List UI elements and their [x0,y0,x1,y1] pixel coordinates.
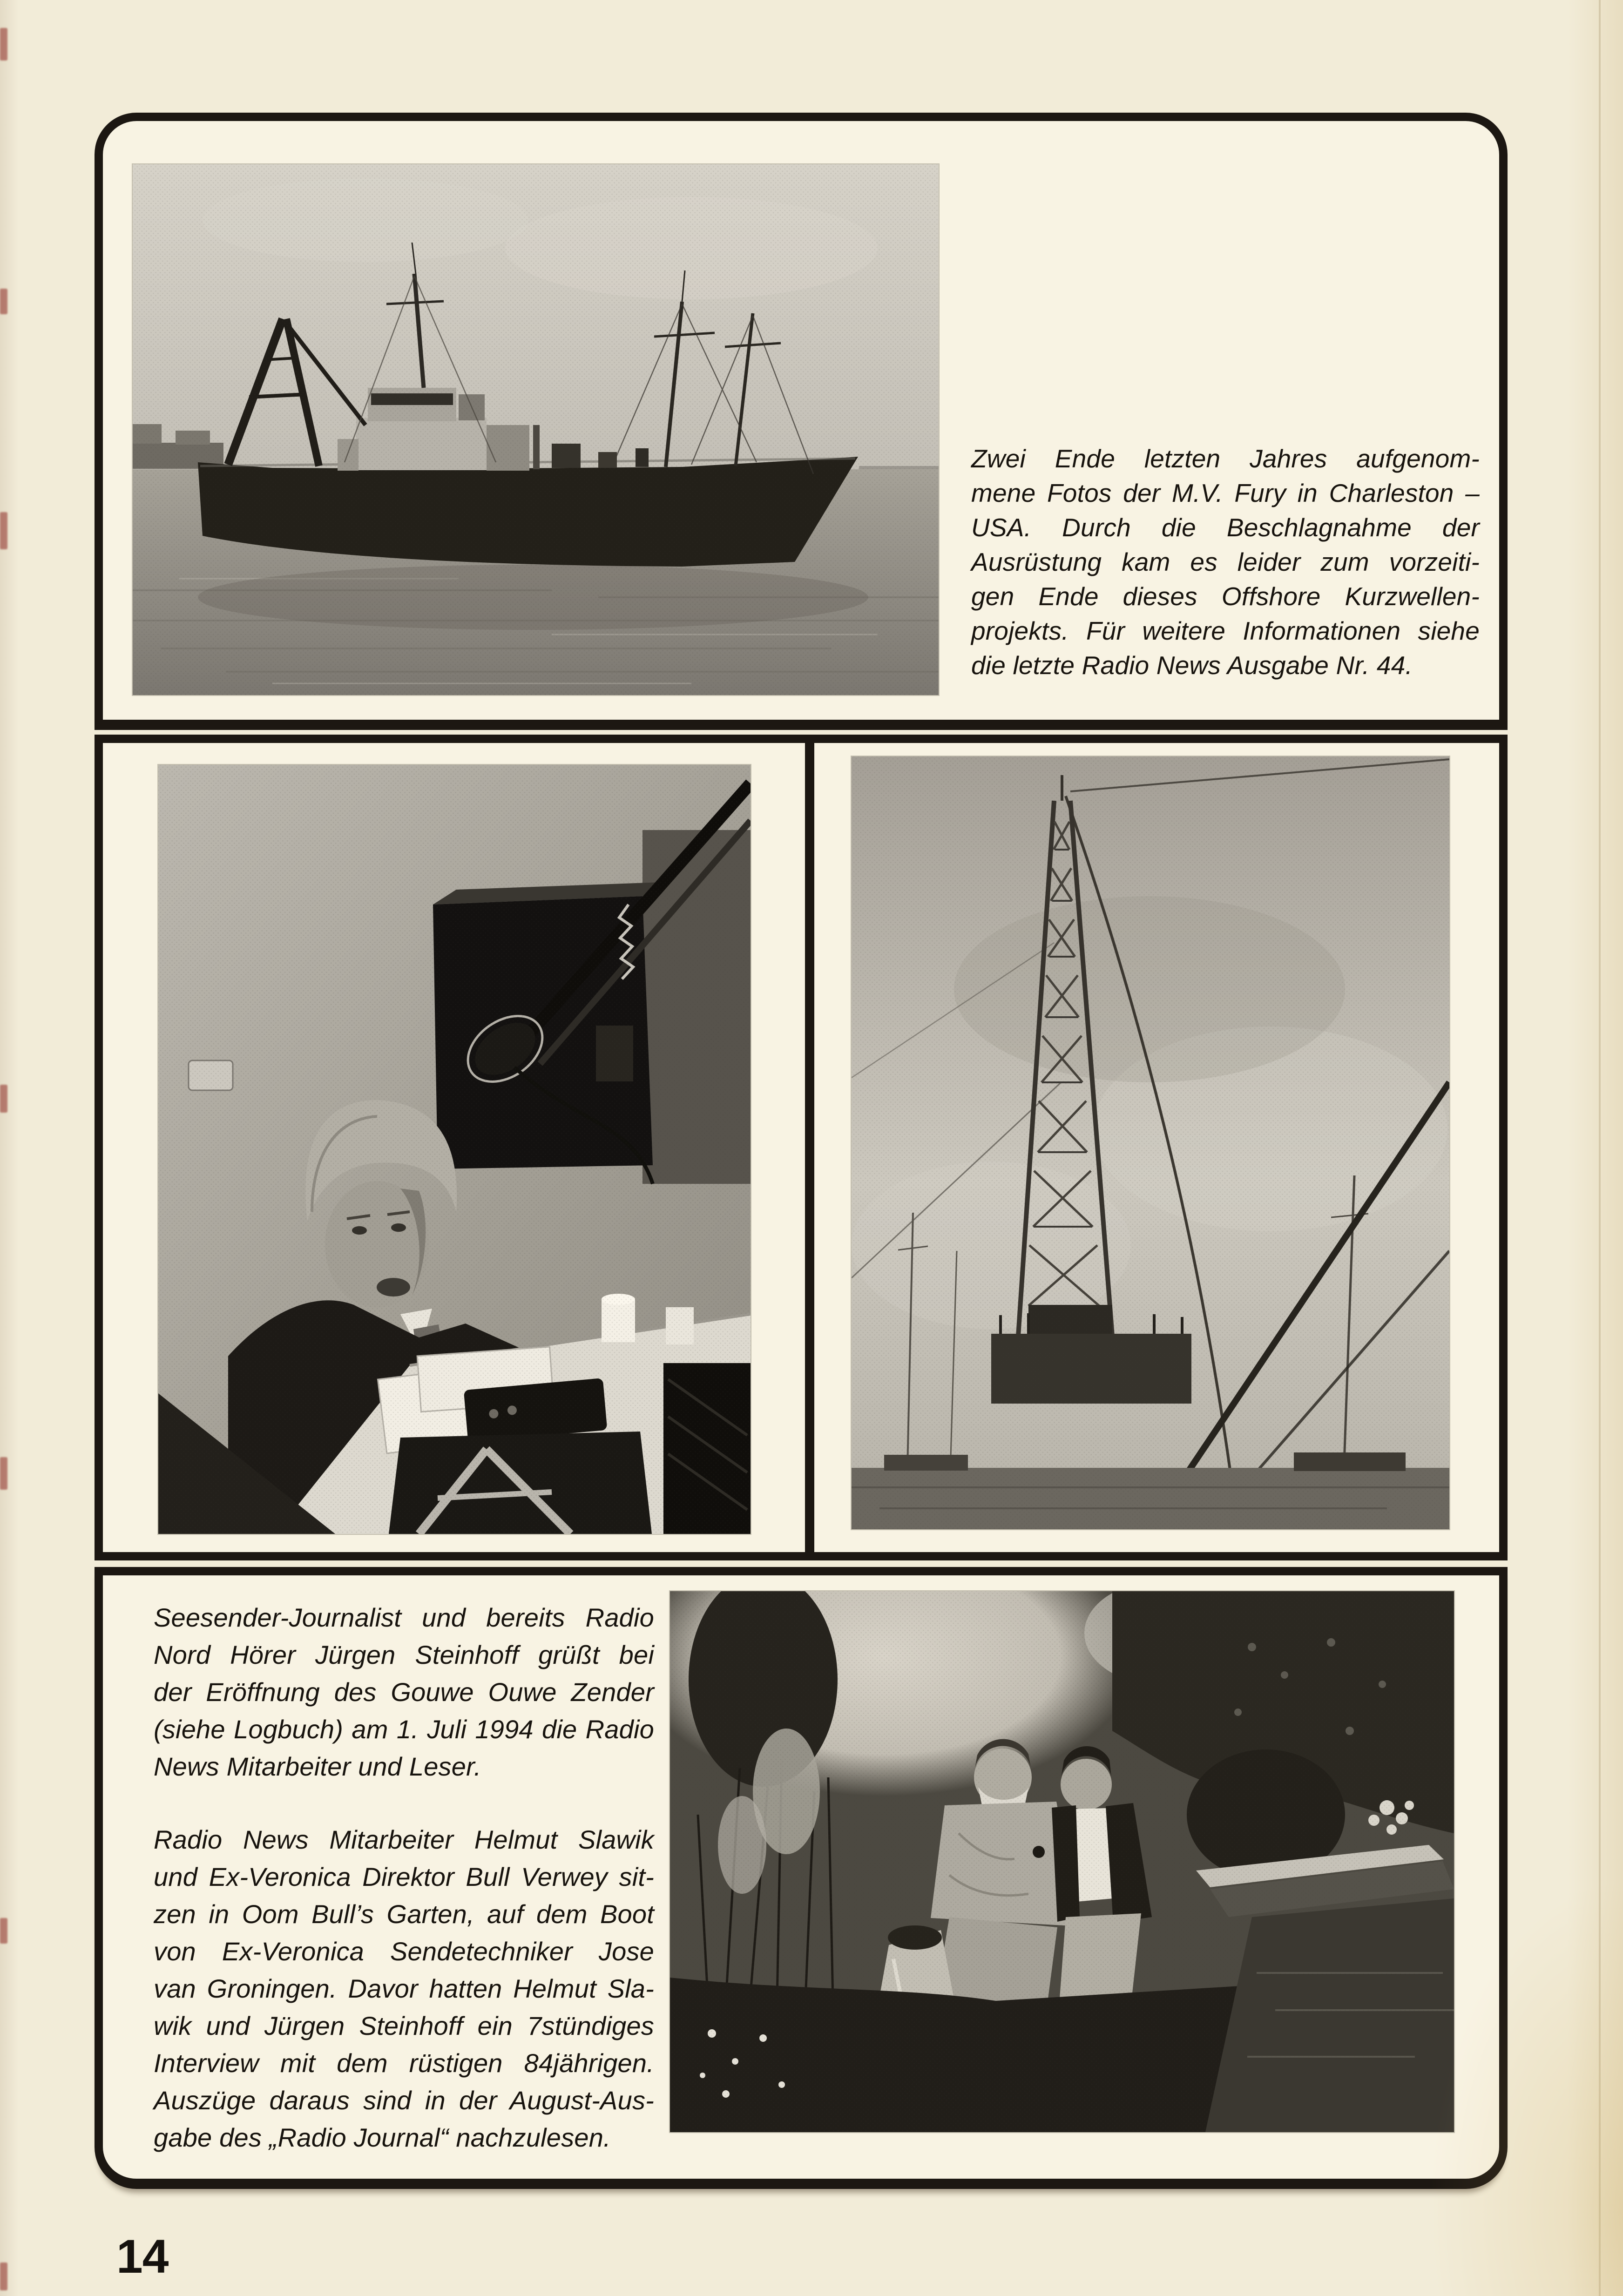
caption-line: (siehe Logbuch) am 1. Juli 1994 die Radio [154,1715,654,1744]
caption-line: die letzte Radio News Ausgabe Nr. 44. [971,651,1413,680]
caption-line: Ausrüstung kam es leider zum vorzeiti- [971,547,1480,576]
caption-line: News Mitarbeiter und Leser. [154,1752,481,1781]
caption-line: von Ex-Veronica Sendetechniker Jose [154,1937,654,1966]
caption-line: gen Ende dieses Offshore Kurzwellen- [971,582,1480,611]
caption-line: mene Fotos der M.V. Fury in Charleston – [971,479,1480,507]
bottom-caption-paragraph-2 [154,1821,654,2156]
scan-red-mark [0,1085,7,1113]
garden-photo [670,1591,1454,2132]
caption-line: und Ex-Veronica Direktor Bull Verwey sit- [154,1862,654,1891]
page-number: 14 [116,2230,169,2283]
ship-photo [133,164,939,695]
caption-line: Auszüge daraus sind in der August-Aus- [154,2086,654,2115]
caption-line: Zwei Ende letzten Jahres aufgenom- [971,444,1480,473]
panel-divider [805,743,814,1552]
caption-line: van Groningen. Davor hatten Helmut Sla- [154,1974,654,2003]
scan-red-mark [0,512,7,549]
caption-line: Radio News Mitarbeiter Helmut Slawik [154,1825,654,1854]
scan-red-mark [0,1918,7,1944]
scan-left-shade [0,0,19,2296]
caption-line: Nord Hörer Jürgen Steinhoff grüßt bei [154,1640,654,1669]
caption-line: wik und Jürgen Steinhoff ein 7stündiges [154,2011,654,2040]
scan-red-mark [0,28,7,61]
caption-line: Seesender-Journalist und bereits Radio [154,1603,654,1632]
ship-caption [971,441,1480,682]
caption-line: der Eröffnung des Gouwe Ouwe Zender [154,1677,654,1707]
bottom-caption-paragraph-1 [154,1599,654,1785]
studio-photo [158,765,751,1534]
caption-line: zen in Oom Bull’s Garten, auf dem Boot [154,1899,654,1929]
scan-red-mark [0,289,7,314]
caption-line: USA. Durch die Beschlagnahme der [971,513,1480,542]
antenna-photo [852,756,1449,1529]
caption-line: projekts. Für weitere Informationen siehe [971,616,1480,645]
scan-red-mark [0,2262,7,2290]
scan-stain [1427,1877,1623,2296]
caption-line: gabe des „Radio Journal“ nachzulesen. [154,2123,611,2152]
scan-red-mark [0,1457,7,1490]
caption-line: Interview mit dem rüstigen 84jährigen. [154,2048,654,2078]
